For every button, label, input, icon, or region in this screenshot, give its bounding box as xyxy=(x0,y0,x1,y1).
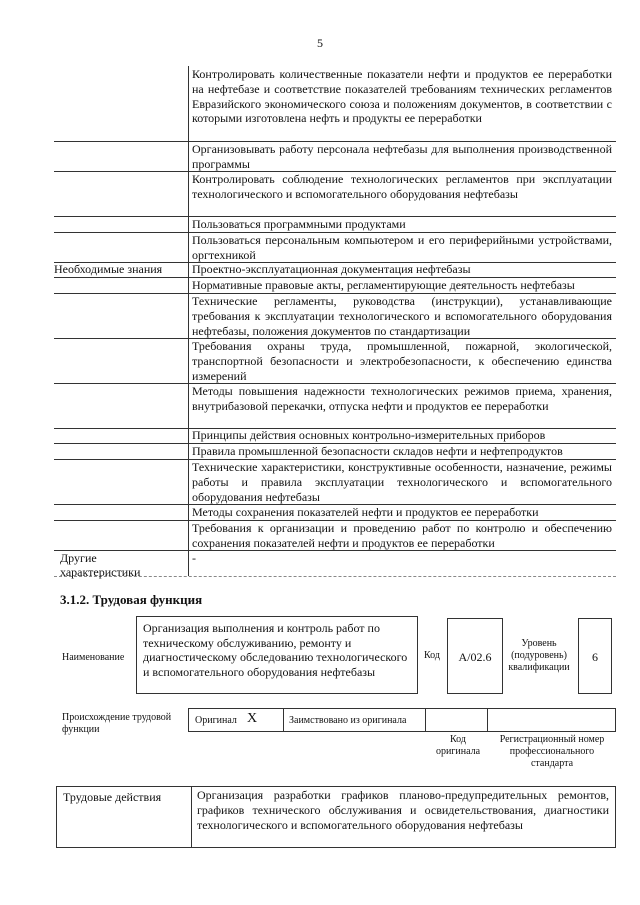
actions-divider xyxy=(191,787,192,847)
name-label: Наименование xyxy=(62,652,125,663)
origin-table xyxy=(188,708,616,732)
level-value: 6 xyxy=(578,618,612,694)
actions-label: Трудовые действия xyxy=(63,790,162,804)
table-row xyxy=(54,171,616,217)
knowledge-item: Нормативные правовые акты, регламентирующие деятельность нефтебазы xyxy=(192,278,575,292)
code-original-label: Код оригинала xyxy=(435,734,481,757)
table-row xyxy=(54,277,616,294)
actions-table xyxy=(56,786,616,848)
knowledge-item: Правила промышленной безопасности складов нефти и нефтепродуктов xyxy=(192,444,563,458)
reg-number-label: Регистрационный номер профессионального стандарта xyxy=(499,734,605,769)
table-row xyxy=(54,520,616,551)
knowledge-item: Пользоваться программными продуктами xyxy=(192,217,406,231)
table-row xyxy=(54,262,616,278)
table-row xyxy=(54,443,616,460)
knowledge-item: Проектно-эксплуатационная документация нефтебазы xyxy=(192,262,471,276)
table-row xyxy=(54,232,616,263)
knowledge-item: Принципы действия основных контрольно-измерительных приборов xyxy=(192,428,546,442)
table-row xyxy=(54,338,616,384)
page-number: 5 xyxy=(317,36,323,50)
section-title: 3.1.2. Трудовая функция xyxy=(60,592,203,607)
function-name-box xyxy=(136,616,418,694)
level-label: Уровень (подуровень) квалификации xyxy=(508,638,570,673)
knowledge-item: Методы сохранения показателей нефти и продуктов ее переработки xyxy=(192,505,539,519)
table-row xyxy=(54,428,616,444)
knowledge-item: Требования к организации и проведению работ по контролю и обеспечению сохранения показателей нефти и продуктов ее переработки xyxy=(192,521,612,550)
origin-divider xyxy=(487,709,488,731)
knowledge-label: Необходимые знания xyxy=(54,262,163,276)
origin-divider xyxy=(283,709,284,731)
knowledge-item: Технические регламенты, руководства (инструкции), устанавливающие требования к эксплуатации технологического и вспомогательного оборудования нефтебазы, положения документов по стандартизации xyxy=(192,294,612,338)
table-row xyxy=(54,293,616,339)
original-label: Оригинал xyxy=(195,715,237,726)
knowledge-item: Контролировать количественные показатели нефти и продуктов ее переработки на нефтебазе и соответствие показателей требованиям технических регламентов Евразийского экономического союза и положениям документов, в соответствии с которыми изготовлена нефть и продукты ее переработки xyxy=(192,67,612,126)
code-value: А/02.6 xyxy=(447,618,503,694)
other-label: Другие характеристики xyxy=(60,551,141,579)
table-row xyxy=(54,66,616,142)
knowledge-item: Пользоваться персональным компьютером и его периферийными устройствами, оргтехникой xyxy=(192,233,612,262)
table-row xyxy=(54,504,616,521)
table-row xyxy=(54,141,616,172)
table-row xyxy=(54,216,616,233)
table-row xyxy=(54,383,616,429)
original-mark: X xyxy=(247,711,258,726)
table-row xyxy=(54,550,616,577)
knowledge-item: Организовывать работу персонала нефтебазы для выполнения производственной программы xyxy=(192,142,612,171)
knowledge-item: Методы повышения надежности технологических режимов приема, хранения, внутрибазовой перекачки, отпуска нефти и продуктов ее переработки xyxy=(192,384,612,413)
borrowed-label: Заимствовано из оригинала xyxy=(289,715,407,726)
table-row xyxy=(54,459,616,505)
other-value: - xyxy=(192,551,196,565)
function-name: Организация выполнения и контроль работ по техническому обслуживанию, ремонту и диагностическому обследованию технологического и вспомогательного оборудования нефтебазы xyxy=(143,621,408,679)
knowledge-item: Контролировать соблюдение технологических регламентов при эксплуатации технологического и вспомогательного оборудования нефтебазы xyxy=(192,172,612,201)
origin-divider xyxy=(425,709,426,731)
code-label: Код xyxy=(424,650,440,661)
origin-label: Происхождение трудовой функции xyxy=(62,712,172,735)
knowledge-item: Технические характеристики, конструктивные особенности, назначение, режимы работы и правила эксплуатации технологического и вспомогательного оборудования нефтебазы xyxy=(192,460,612,504)
knowledge-item: Требования охраны труда, промышленной, пожарной, экологической, транспортной безопасности и электробезопасности, к обеспечению единства измерений xyxy=(192,339,612,383)
actions-text: Организация разработки графиков планово-предупредительных ремонтов, графиков технического обслуживания и освидетельствования, диагностики технологического и вспомогательного оборудования нефтебазы xyxy=(197,788,609,832)
